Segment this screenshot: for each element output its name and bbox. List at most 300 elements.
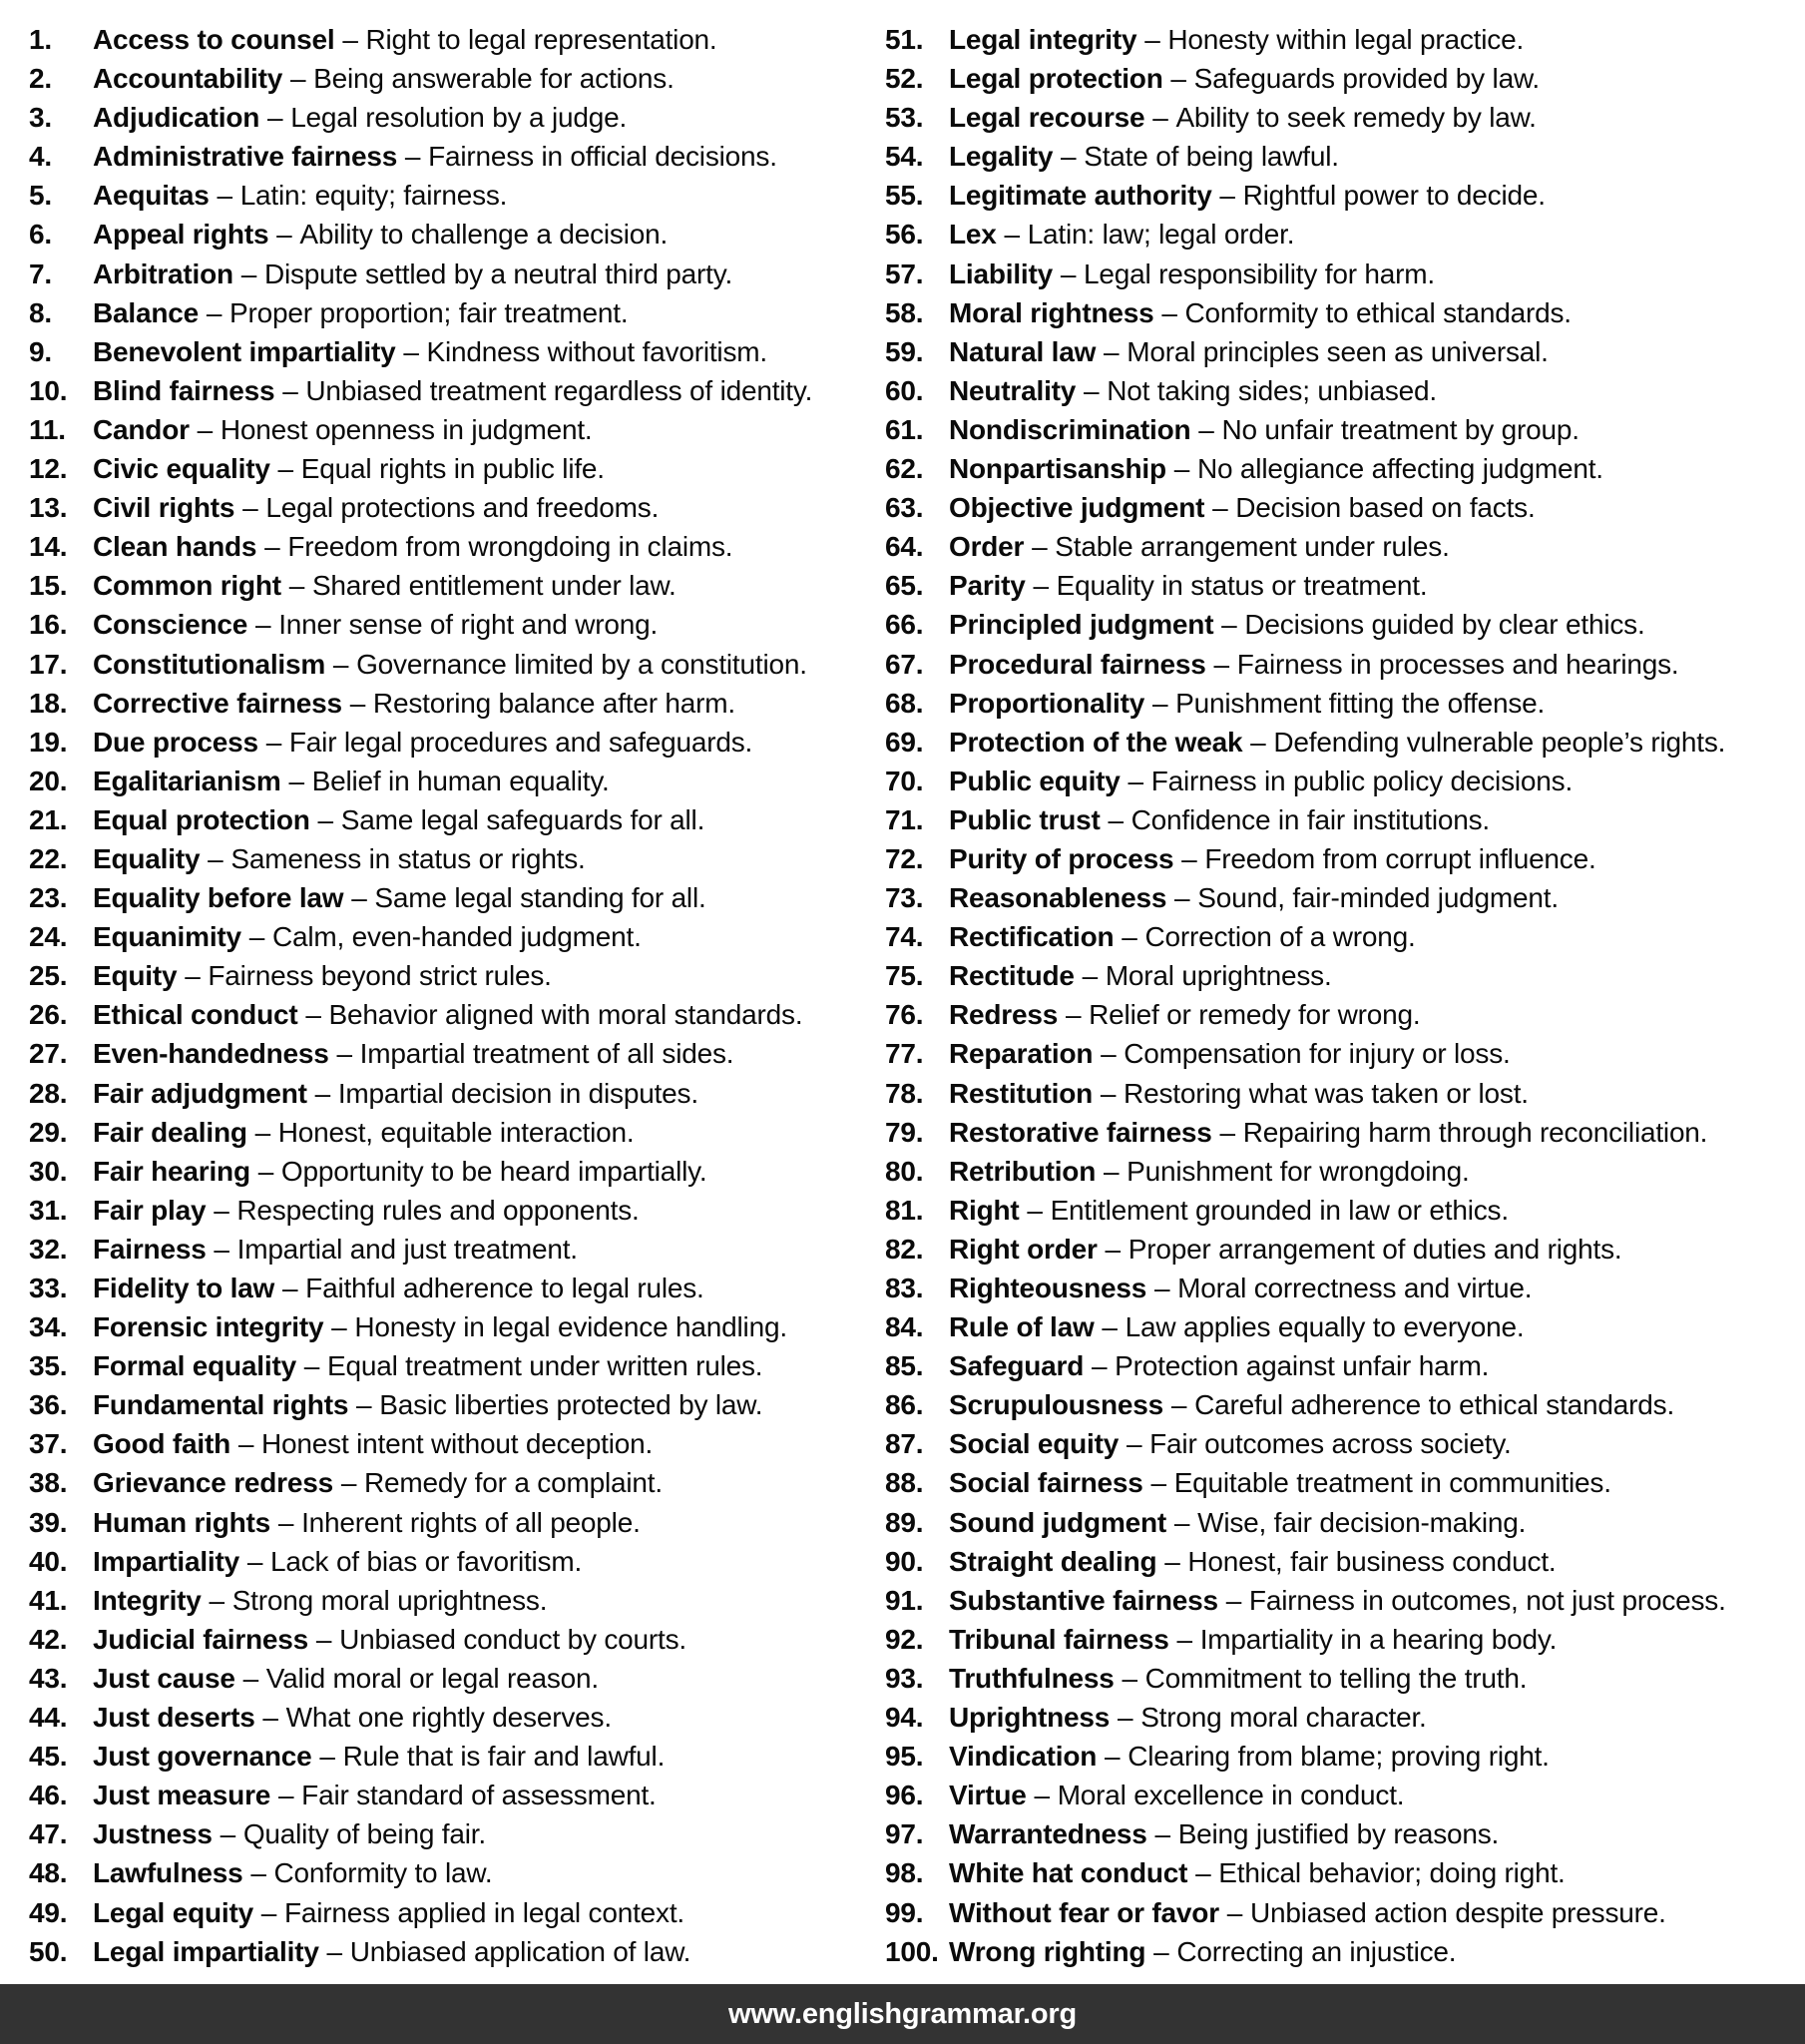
item-term: Accountability [93, 63, 283, 95]
item-definition: Ethical behavior; doing right. [1218, 1857, 1566, 1889]
item-number: 53. [885, 102, 924, 134]
item-definition: Impartial and just treatment. [236, 1233, 578, 1265]
item-definition: Impartial treatment of all sides. [359, 1038, 734, 1070]
item-term: Neutrality [949, 374, 1077, 406]
list-item [29, 332, 885, 371]
item-separator: – [1122, 921, 1137, 953]
list-item [29, 956, 885, 995]
item-separator: – [1126, 1428, 1142, 1460]
item-term: Fairness [93, 1233, 207, 1265]
item-number: 84. [885, 1311, 924, 1343]
item-separator: – [1195, 1857, 1211, 1889]
item-term: Legal integrity [949, 24, 1137, 55]
item-text [949, 1034, 1511, 1073]
item-text [93, 527, 732, 566]
item-number: 74. [885, 921, 924, 953]
item-text [949, 410, 1579, 449]
list-item [885, 1191, 1805, 1230]
item-text [949, 488, 1536, 527]
item-text [93, 684, 735, 723]
list-item [885, 1307, 1805, 1346]
item-separator: – [264, 531, 280, 563]
item-separator: – [277, 1780, 294, 1811]
item-text [93, 1581, 547, 1620]
list-item [29, 1424, 885, 1463]
list-item [885, 1659, 1805, 1698]
item-text [949, 723, 1725, 762]
item-definition: Honest, equitable interaction. [277, 1116, 635, 1148]
list-item [885, 410, 1805, 449]
item-text [949, 645, 1678, 684]
item-number: 92. [885, 1623, 924, 1655]
item-text [949, 1932, 1456, 1971]
item-separator: – [1221, 609, 1237, 641]
item-term: Parity [949, 570, 1026, 602]
item-definition: Compensation for injury or loss. [1124, 1038, 1511, 1070]
item-term: Equity [93, 960, 178, 992]
item-term: Warrantedness [949, 1818, 1147, 1850]
footer-bar [0, 1984, 1805, 2044]
list-item [29, 215, 885, 254]
item-term: Social fairness [949, 1467, 1143, 1499]
item-text [93, 1463, 663, 1502]
item-text [949, 1698, 1427, 1737]
item-separator: – [1152, 102, 1168, 134]
item-number: 71. [885, 803, 924, 835]
item-term: Legal equity [93, 1896, 253, 1928]
item-number: 46. [29, 1780, 68, 1811]
list-item [29, 839, 885, 878]
item-number: 12. [29, 453, 68, 485]
item-definition: Law applies equally to everyone. [1125, 1311, 1525, 1343]
item-number: 56. [885, 219, 924, 251]
item-text [93, 1620, 686, 1659]
item-definition: Conformity to ethical standards. [1184, 296, 1572, 328]
list-item [885, 1698, 1805, 1737]
item-definition: Governance limited by a constitution. [356, 648, 807, 680]
item-number: 33. [29, 1273, 68, 1303]
item-definition: Kindness without favoritism. [426, 335, 767, 367]
item-text [93, 332, 767, 371]
item-separator: – [185, 960, 201, 992]
item-definition: Not taking sides; unbiased. [1107, 374, 1437, 406]
list-item [29, 410, 885, 449]
item-number: 83. [885, 1273, 924, 1303]
item-separator: – [208, 842, 224, 874]
list-item [29, 527, 885, 566]
item-definition: Fairness applied in legal context. [284, 1896, 684, 1928]
item-term: Grievance redress [93, 1467, 333, 1499]
item-separator: – [246, 1545, 263, 1577]
item-separator: – [314, 1077, 330, 1109]
item-text [949, 293, 1572, 332]
item-text [949, 449, 1603, 488]
item-term: Protection of the weak [949, 726, 1243, 758]
item-number: 82. [885, 1233, 924, 1265]
item-definition: Sound, fair-minded judgment. [1197, 882, 1559, 914]
item-number: 10. [29, 374, 68, 406]
item-number: 42. [29, 1623, 68, 1655]
list-column-left [29, 20, 885, 1971]
item-definition: Equal treatment under written rules. [326, 1350, 763, 1382]
item-number: 9. [29, 335, 52, 367]
list-item [885, 1424, 1805, 1463]
item-number: 94. [885, 1702, 924, 1734]
item-term: Even-handedness [93, 1038, 329, 1070]
item-definition: Honest, fair business conduct. [1187, 1545, 1557, 1577]
list-item [885, 917, 1805, 956]
item-text [93, 1307, 787, 1346]
item-number: 78. [885, 1077, 924, 1109]
item-separator: – [1102, 1311, 1118, 1343]
item-definition: Belief in human equality. [311, 765, 610, 796]
item-term: Fair dealing [93, 1116, 247, 1148]
list-item [885, 1269, 1805, 1307]
list-item [885, 371, 1805, 410]
item-text [93, 371, 812, 410]
item-definition: Freedom from corrupt influence. [1204, 842, 1596, 874]
item-text [949, 215, 1294, 254]
item-term: Lawfulness [93, 1857, 243, 1889]
item-number: 85. [885, 1350, 924, 1382]
item-definition: What one rightly deserves. [285, 1702, 612, 1734]
item-separator: – [315, 1623, 332, 1655]
item-term: Ethical conduct [93, 999, 298, 1031]
item-definition: Fairness in public policy decisions. [1150, 765, 1574, 796]
item-separator: – [331, 1311, 347, 1343]
item-term: Legitimate authority [949, 180, 1212, 212]
item-number: 4. [29, 141, 52, 173]
item-text [93, 293, 628, 332]
item-separator: – [1105, 1233, 1121, 1265]
item-definition: Calm, even-handed judgment. [271, 921, 642, 953]
list-item [885, 1620, 1805, 1659]
item-term: Truthfulness [949, 1662, 1115, 1694]
list-item [885, 137, 1805, 176]
item-separator: – [281, 1273, 298, 1303]
item-definition: Proper proportion; fair treatment. [229, 296, 629, 328]
item-definition: Inner sense of right and wrong. [278, 609, 659, 641]
item-text [93, 137, 777, 176]
item-text [949, 1737, 1550, 1776]
item-term: Formal equality [93, 1350, 296, 1382]
item-separator: – [1091, 1350, 1108, 1382]
item-term: Without fear or favor [949, 1896, 1219, 1928]
item-definition: Fairness in official decisions. [428, 141, 777, 173]
item-number: 70. [885, 765, 924, 796]
item-text [93, 20, 717, 59]
list-item [29, 1074, 885, 1113]
item-number: 88. [885, 1467, 924, 1499]
item-separator: – [1004, 219, 1020, 251]
list-item [29, 449, 885, 488]
list-item [29, 1034, 885, 1073]
item-term: Proportionality [949, 687, 1145, 719]
list-item [885, 684, 1805, 723]
list-item [885, 762, 1805, 800]
item-definition: State of being lawful. [1084, 141, 1339, 173]
item-definition: Fairness in outcomes, not just process. [1248, 1584, 1726, 1616]
list-item [885, 1503, 1805, 1542]
item-text [93, 1932, 690, 1971]
item-separator: – [248, 921, 265, 953]
item-text [93, 449, 605, 488]
item-number: 65. [885, 570, 924, 602]
item-separator: – [1176, 1623, 1192, 1655]
item-definition: Equality in status or treatment. [1056, 570, 1428, 602]
item-number: 44. [29, 1702, 68, 1734]
item-term: Safeguard [949, 1350, 1085, 1382]
item-separator: – [1173, 453, 1190, 485]
item-term: Egalitarianism [93, 765, 281, 796]
list-item [885, 59, 1805, 98]
item-separator: – [1144, 24, 1160, 55]
item-number: 27. [29, 1038, 68, 1070]
list-item [885, 255, 1805, 293]
item-term: Conscience [93, 609, 248, 641]
list-item [885, 1737, 1805, 1776]
item-number: 48. [29, 1857, 68, 1889]
item-definition: Restoring balance after harm. [372, 687, 735, 719]
item-separator: – [214, 1233, 229, 1265]
item-term: Substantive fairness [949, 1584, 1218, 1616]
item-definition: Moral principles seen as universal. [1127, 335, 1549, 367]
list-item [29, 1659, 885, 1698]
list-item [885, 1776, 1805, 1814]
item-text [949, 20, 1524, 59]
item-separator: – [277, 453, 293, 485]
item-separator: – [336, 1038, 352, 1070]
item-number: 81. [885, 1194, 924, 1226]
item-term: Aequitas [93, 180, 210, 212]
list-item [29, 605, 885, 644]
list-item [29, 1503, 885, 1542]
item-definition: Conformity to law. [273, 1857, 493, 1889]
item-separator: – [1170, 1389, 1187, 1421]
item-number: 96. [885, 1780, 924, 1811]
item-definition: Remedy for a complaint. [364, 1467, 663, 1499]
item-number: 31. [29, 1194, 68, 1226]
item-separator: – [319, 1741, 335, 1773]
list-item [885, 20, 1805, 59]
item-separator: – [326, 1935, 342, 1967]
item-text [949, 1385, 1674, 1424]
item-definition: Wise, fair decision-making. [1197, 1506, 1527, 1538]
item-term: Due process [93, 726, 258, 758]
item-term: Just deserts [93, 1702, 255, 1734]
item-term: Nondiscrimination [949, 413, 1191, 445]
item-text [949, 566, 1427, 605]
list-column-right [885, 20, 1805, 1971]
item-term: Arbitration [93, 257, 233, 289]
footer-url: www.englishgrammar.org [727, 1997, 1078, 2030]
item-term: Legality [949, 141, 1054, 173]
item-separator: – [1198, 413, 1214, 445]
item-definition: Fairness beyond strict rules. [208, 960, 552, 992]
item-text [93, 215, 668, 254]
item-term: Equality [93, 842, 201, 874]
item-number: 35. [29, 1350, 68, 1382]
item-separator: – [1151, 687, 1168, 719]
item-definition: Same legal safeguards for all. [340, 803, 705, 835]
list-item [885, 488, 1805, 527]
list-item [885, 1152, 1805, 1191]
item-text [949, 605, 1645, 644]
item-number: 21. [29, 803, 68, 835]
item-definition: Moral excellence in conduct. [1057, 1780, 1405, 1811]
item-text [949, 176, 1546, 215]
item-number: 79. [885, 1116, 924, 1148]
item-separator: – [1250, 726, 1266, 758]
list-item [885, 1385, 1805, 1424]
item-number: 20. [29, 765, 68, 796]
item-term: Access to counsel [93, 24, 335, 55]
item-number: 97. [885, 1818, 924, 1850]
item-text [93, 1776, 657, 1814]
item-text [949, 917, 1416, 956]
item-separator: – [288, 570, 305, 602]
item-separator: – [1027, 1194, 1043, 1226]
item-term: Restitution [949, 1077, 1094, 1109]
item-text [949, 1307, 1525, 1346]
item-separator: – [1082, 960, 1098, 992]
item-number: 15. [29, 570, 68, 602]
item-term: Right [949, 1194, 1020, 1226]
item-number: 63. [885, 492, 924, 524]
item-separator: – [266, 102, 283, 134]
item-definition: Careful adherence to ethical standards. [1194, 1389, 1675, 1421]
list-item [29, 1307, 885, 1346]
list-item [885, 332, 1805, 371]
item-number: 32. [29, 1233, 68, 1265]
item-definition: Same legal standing for all. [374, 882, 706, 914]
item-text [93, 176, 507, 215]
item-separator: – [404, 141, 421, 173]
item-number: 1. [29, 24, 52, 55]
item-text [949, 1581, 1726, 1620]
item-number: 51. [885, 24, 924, 55]
item-term: Clean hands [93, 531, 257, 563]
item-number: 39. [29, 1506, 68, 1538]
item-separator: – [1101, 1038, 1117, 1070]
item-definition: Honesty within legal practice. [1167, 24, 1525, 55]
item-separator: – [1083, 374, 1100, 406]
item-number: 25. [29, 960, 68, 992]
item-separator: – [276, 219, 292, 251]
item-text [93, 1853, 492, 1892]
item-definition: Latin: equity; fairness. [239, 180, 508, 212]
item-term: Civic equality [93, 453, 270, 485]
item-text [949, 255, 1435, 293]
item-number: 36. [29, 1389, 68, 1421]
item-text [949, 684, 1545, 723]
item-separator: – [1153, 1935, 1169, 1967]
list-item [29, 995, 885, 1034]
item-term: Retribution [949, 1155, 1097, 1187]
item-definition: Equal rights in public life. [300, 453, 605, 485]
item-text [93, 1346, 762, 1385]
list-item [885, 176, 1805, 215]
item-text [93, 1659, 599, 1698]
item-term: Sound judgment [949, 1506, 1167, 1538]
list-item [29, 176, 885, 215]
item-term: Fair adjudgment [93, 1077, 307, 1109]
item-separator: – [1032, 531, 1048, 563]
item-text [949, 878, 1559, 917]
item-text [949, 1503, 1526, 1542]
item-term: Nonpartisanship [949, 453, 1166, 485]
item-number: 60. [885, 374, 924, 406]
item-definition: Sameness in status or rights. [230, 842, 586, 874]
item-separator: – [1122, 1662, 1137, 1694]
item-separator: – [342, 24, 358, 55]
item-definition: No allegiance affecting judgment. [1196, 453, 1603, 485]
item-separator: – [254, 1116, 270, 1148]
item-separator: – [1219, 180, 1235, 212]
item-number: 50. [29, 1935, 68, 1967]
item-number: 61. [885, 413, 924, 445]
item-definition: Honesty in legal evidence handling. [354, 1311, 787, 1343]
item-separator: – [351, 882, 367, 914]
item-number: 28. [29, 1077, 68, 1109]
item-term: Rectitude [949, 960, 1075, 992]
item-definition: Stable arrangement under rules. [1055, 531, 1450, 563]
item-definition: Strong moral character. [1140, 1702, 1427, 1734]
item-number: 47. [29, 1818, 68, 1850]
item-definition: Commitment to telling the truth. [1144, 1662, 1528, 1694]
item-text [93, 1113, 634, 1152]
item-separator: – [1212, 492, 1228, 524]
item-text [93, 995, 802, 1034]
list-item [29, 1814, 885, 1853]
item-separator: – [1219, 1116, 1235, 1148]
item-definition: Punishment fitting the offense. [1175, 687, 1546, 719]
list-item [29, 1542, 885, 1581]
item-term: Benevolent impartiality [93, 335, 396, 367]
item-definition: Equitable treatment in communities. [1173, 1467, 1611, 1499]
list-item [885, 1581, 1805, 1620]
list-item [29, 800, 885, 839]
list-item [885, 215, 1805, 254]
item-number: 59. [885, 335, 924, 367]
item-definition: Repairing harm through reconciliation. [1242, 1116, 1708, 1148]
item-term: Rectification [949, 921, 1115, 953]
item-number: 40. [29, 1545, 68, 1577]
item-separator: – [1164, 1545, 1180, 1577]
item-separator: – [1100, 1077, 1117, 1109]
item-separator: – [282, 374, 298, 406]
item-definition: Relief or remedy for wrong. [1089, 999, 1421, 1031]
item-number: 77. [885, 1038, 924, 1070]
item-text [949, 762, 1573, 800]
item-term: Common right [93, 570, 281, 602]
item-definition: Being answerable for actions. [313, 63, 675, 95]
item-separator: – [255, 609, 271, 641]
item-separator: – [257, 1155, 274, 1187]
list-item [885, 723, 1805, 762]
item-definition: Lack of bias or favoritism. [270, 1545, 583, 1577]
item-text [949, 1542, 1557, 1581]
item-text [949, 1230, 1621, 1269]
item-term: Just governance [93, 1741, 312, 1773]
item-text [93, 1698, 612, 1737]
item-definition: Safeguards provided by law. [1193, 63, 1541, 95]
item-definition: Fair outcomes across society. [1149, 1428, 1512, 1460]
item-term: Fidelity to law [93, 1273, 275, 1303]
item-term: Justness [93, 1818, 213, 1850]
item-definition: Honest openness in judgment. [220, 413, 593, 445]
item-number: 7. [29, 257, 52, 289]
